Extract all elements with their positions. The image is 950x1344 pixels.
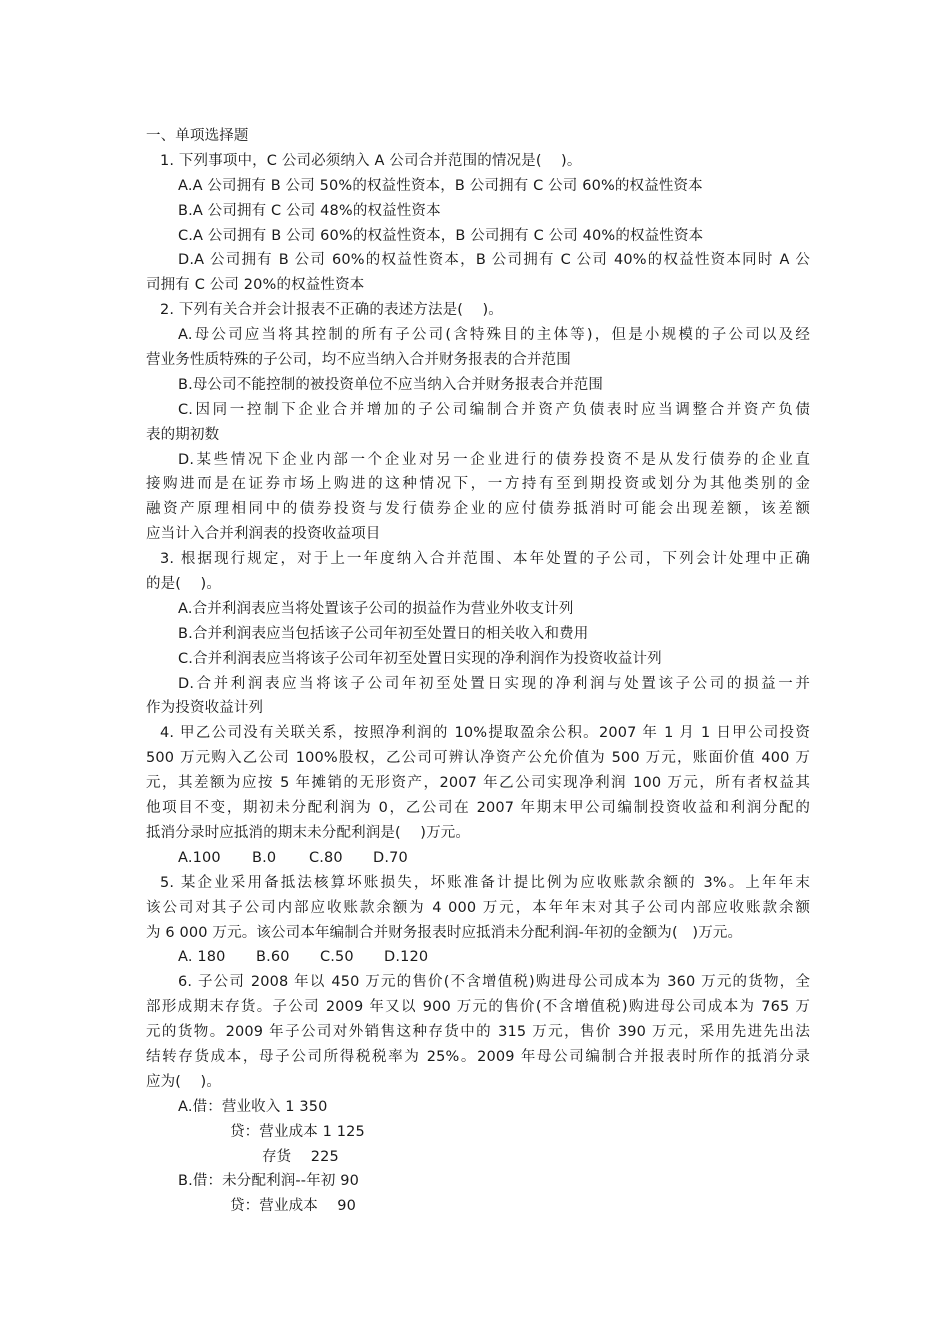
question-3-option-c: C.合并利润表应当将该子公司年初至处置日实现的净利润作为投资收益计列 — [178, 650, 662, 667]
question-6-entry-a-credit-2: 存货 225 — [262, 1148, 339, 1165]
question-3-option-a: A.合并利润表应当将处置该子公司的损益作为营业外收支计列 — [178, 600, 574, 617]
question-4-stem-cont-3: 他项目不变，期初未分配利润为 0，乙公司在 2007 年期末甲公司编制投资收益和利润分配的 — [146, 800, 810, 817]
question-5-stem-cont-1: 该公司对其子公司内部应收账款余额为 4 000 万元，本年年末对其子公司内部应收账款余额 — [146, 899, 810, 916]
question-5-stem-cont-2: 为 6 000 万元。该公司本年编制合并财务报表时应抵消未分配利润-年初的金额为( )万元。 — [146, 924, 743, 941]
question-5-options — [146, 945, 810, 970]
question-6-stem-cont-4: 应为( )。 — [146, 1073, 221, 1090]
question-2-option-b: B.母公司不能控制的被投资单位不应当纳入合并财务报表合并范围 — [178, 376, 604, 393]
question-2-option-a: A.母公司应当将其控制的所有子公司(含特殊目的主体等)，但是小规模的子公司以及经 — [178, 327, 810, 344]
question-2-option-a-cont: 营业务性质特殊的子公司，均不应当纳入合并财务报表的合并范围 — [146, 352, 571, 369]
question-6-entry-b-debit: B.借：未分配利润--年初 90 — [178, 1173, 359, 1190]
question-5-option-a: A. 180 — [178, 949, 226, 966]
question-6-entry-b-credit-1: 贷：营业成本 90 — [230, 1198, 357, 1215]
question-6-entry-a-credit-1: 贷：营业成本 1 125 — [230, 1123, 365, 1140]
question-4-stem-cont-4: 抵消分录时应抵消的期末未分配利润是( )万元。 — [146, 824, 471, 841]
question-2-option-d-cont-1: 接购进而是在证券市场上购进的这种情况下，一方持有至到期投资或划分为其他类别的金 — [146, 476, 810, 493]
question-6-stem-cont-1: 部形成期末存货。子公司 2009 年又以 900 万元的售价(不含增值税)购进母公司成本为 765 万 — [146, 999, 810, 1016]
question-4-option-a: A.100 — [178, 849, 221, 866]
question-4-stem: 4. 甲乙公司没有关联关系，按照净利润的 10%提取盈余公积。2007 年 1 月 1 日甲公司投资 — [160, 725, 810, 742]
question-6-stem: 6. 子公司 2008 年以 450 万元的售价(不含增值税)购进母公司成本为 360 万元的货物，全 — [178, 974, 810, 991]
question-1-option-d: D.A 公司拥有 B 公司 60%的权益性资本，B 公司拥有 C 公司 40%的权益性资本同时 A 公 — [178, 252, 810, 269]
document-page — [146, 124, 810, 1219]
question-3-option-d: D.合并利润表应当将该子公司年初至处置日实现的净利润与处置该子公司的损益一并 — [178, 675, 810, 692]
question-3-stem-cont: 的是( )。 — [146, 576, 221, 593]
question-1-option-d-cont: 司拥有 C 公司 20%的权益性资本 — [146, 277, 365, 294]
question-5-option-b: B.60 — [256, 949, 290, 966]
question-4-stem-cont-1: 500 万元购入乙公司 100%股权，乙公司可辨认净资产公允价值为 500 万元，账面价值 400 万 — [146, 750, 810, 767]
question-4-stem-cont-2: 元，其差额为应按 5 年摊销的无形资产，2007 年乙公司实现净利润 100 万元，所有者权益其 — [146, 775, 810, 792]
question-5-stem: 5. 某企业采用备抵法核算坏账损失，坏账准备计提比例为应收账款余额的 3%。上年年末 — [160, 874, 810, 891]
question-1-option-a: A.A 公司拥有 B 公司 50%的权益性资本，B 公司拥有 C 公司 60%的权益性资本 — [178, 177, 703, 194]
question-4-option-c: C.80 — [309, 849, 343, 866]
question-2-option-c: C.因同一控制下企业合并增加的子公司编制合并资产负债表时应当调整合并资产负债 — [178, 401, 810, 418]
question-3-stem: 3. 根据现行规定，对于上一年度纳入合并范围、本年处置的子公司，下列会计处理中正确 — [160, 551, 810, 568]
question-2-option-c-cont: 表的期初数 — [146, 426, 220, 443]
question-4-options — [146, 846, 810, 871]
question-5-option-d: D.120 — [384, 949, 429, 966]
question-6-entry-a-debit: A.借：营业收入 1 350 — [178, 1098, 328, 1115]
question-3-option-b: B.合并利润表应当包括该子公司年初至处置日的相关收入和费用 — [178, 625, 589, 642]
question-6-stem-cont-2: 元的货物。2009 年子公司对外销售这种存货中的 315 万元，售价 390 万元，采用先进先出法 — [146, 1024, 810, 1041]
question-4-option-b: B.0 — [252, 849, 277, 866]
question-4-option-d: D.70 — [373, 849, 408, 866]
question-1-option-b: B.A 公司拥有 C 公司 48%的权益性资本 — [178, 202, 441, 219]
question-6-stem-cont-3: 结转存货成本，母子公司所得税税率为 25%。2009 年母公司编制合并报表时所作的抵消分录 — [146, 1048, 810, 1065]
question-5-option-c: C.50 — [320, 949, 354, 966]
question-1-option-c: C.A 公司拥有 B 公司 60%的权益性资本，B 公司拥有 C 公司 40%的权益性资本 — [178, 227, 704, 244]
question-2-option-d-cont-3: 应当计入合并利润表的投资收益项目 — [146, 526, 381, 543]
section-title: 一、单项选择题 — [146, 128, 249, 144]
question-2-stem: 2. 下列有关合并会计报表不正确的表述方法是( )。 — [160, 302, 503, 319]
question-2-option-d: D.某些情况下企业内部一个企业对另一企业进行的债券投资不是从发行债券的企业直 — [178, 451, 810, 468]
question-2-option-d-cont-2: 融资产原理相同中的债券投资与发行债券企业的应付债券抵消时可能会出现差额，该差额 — [146, 501, 810, 518]
question-3-option-d-cont: 作为投资收益计列 — [146, 700, 264, 717]
question-1-stem: 1. 下列事项中，C 公司必须纳入 A 公司合并范围的情况是( )。 — [160, 152, 582, 169]
